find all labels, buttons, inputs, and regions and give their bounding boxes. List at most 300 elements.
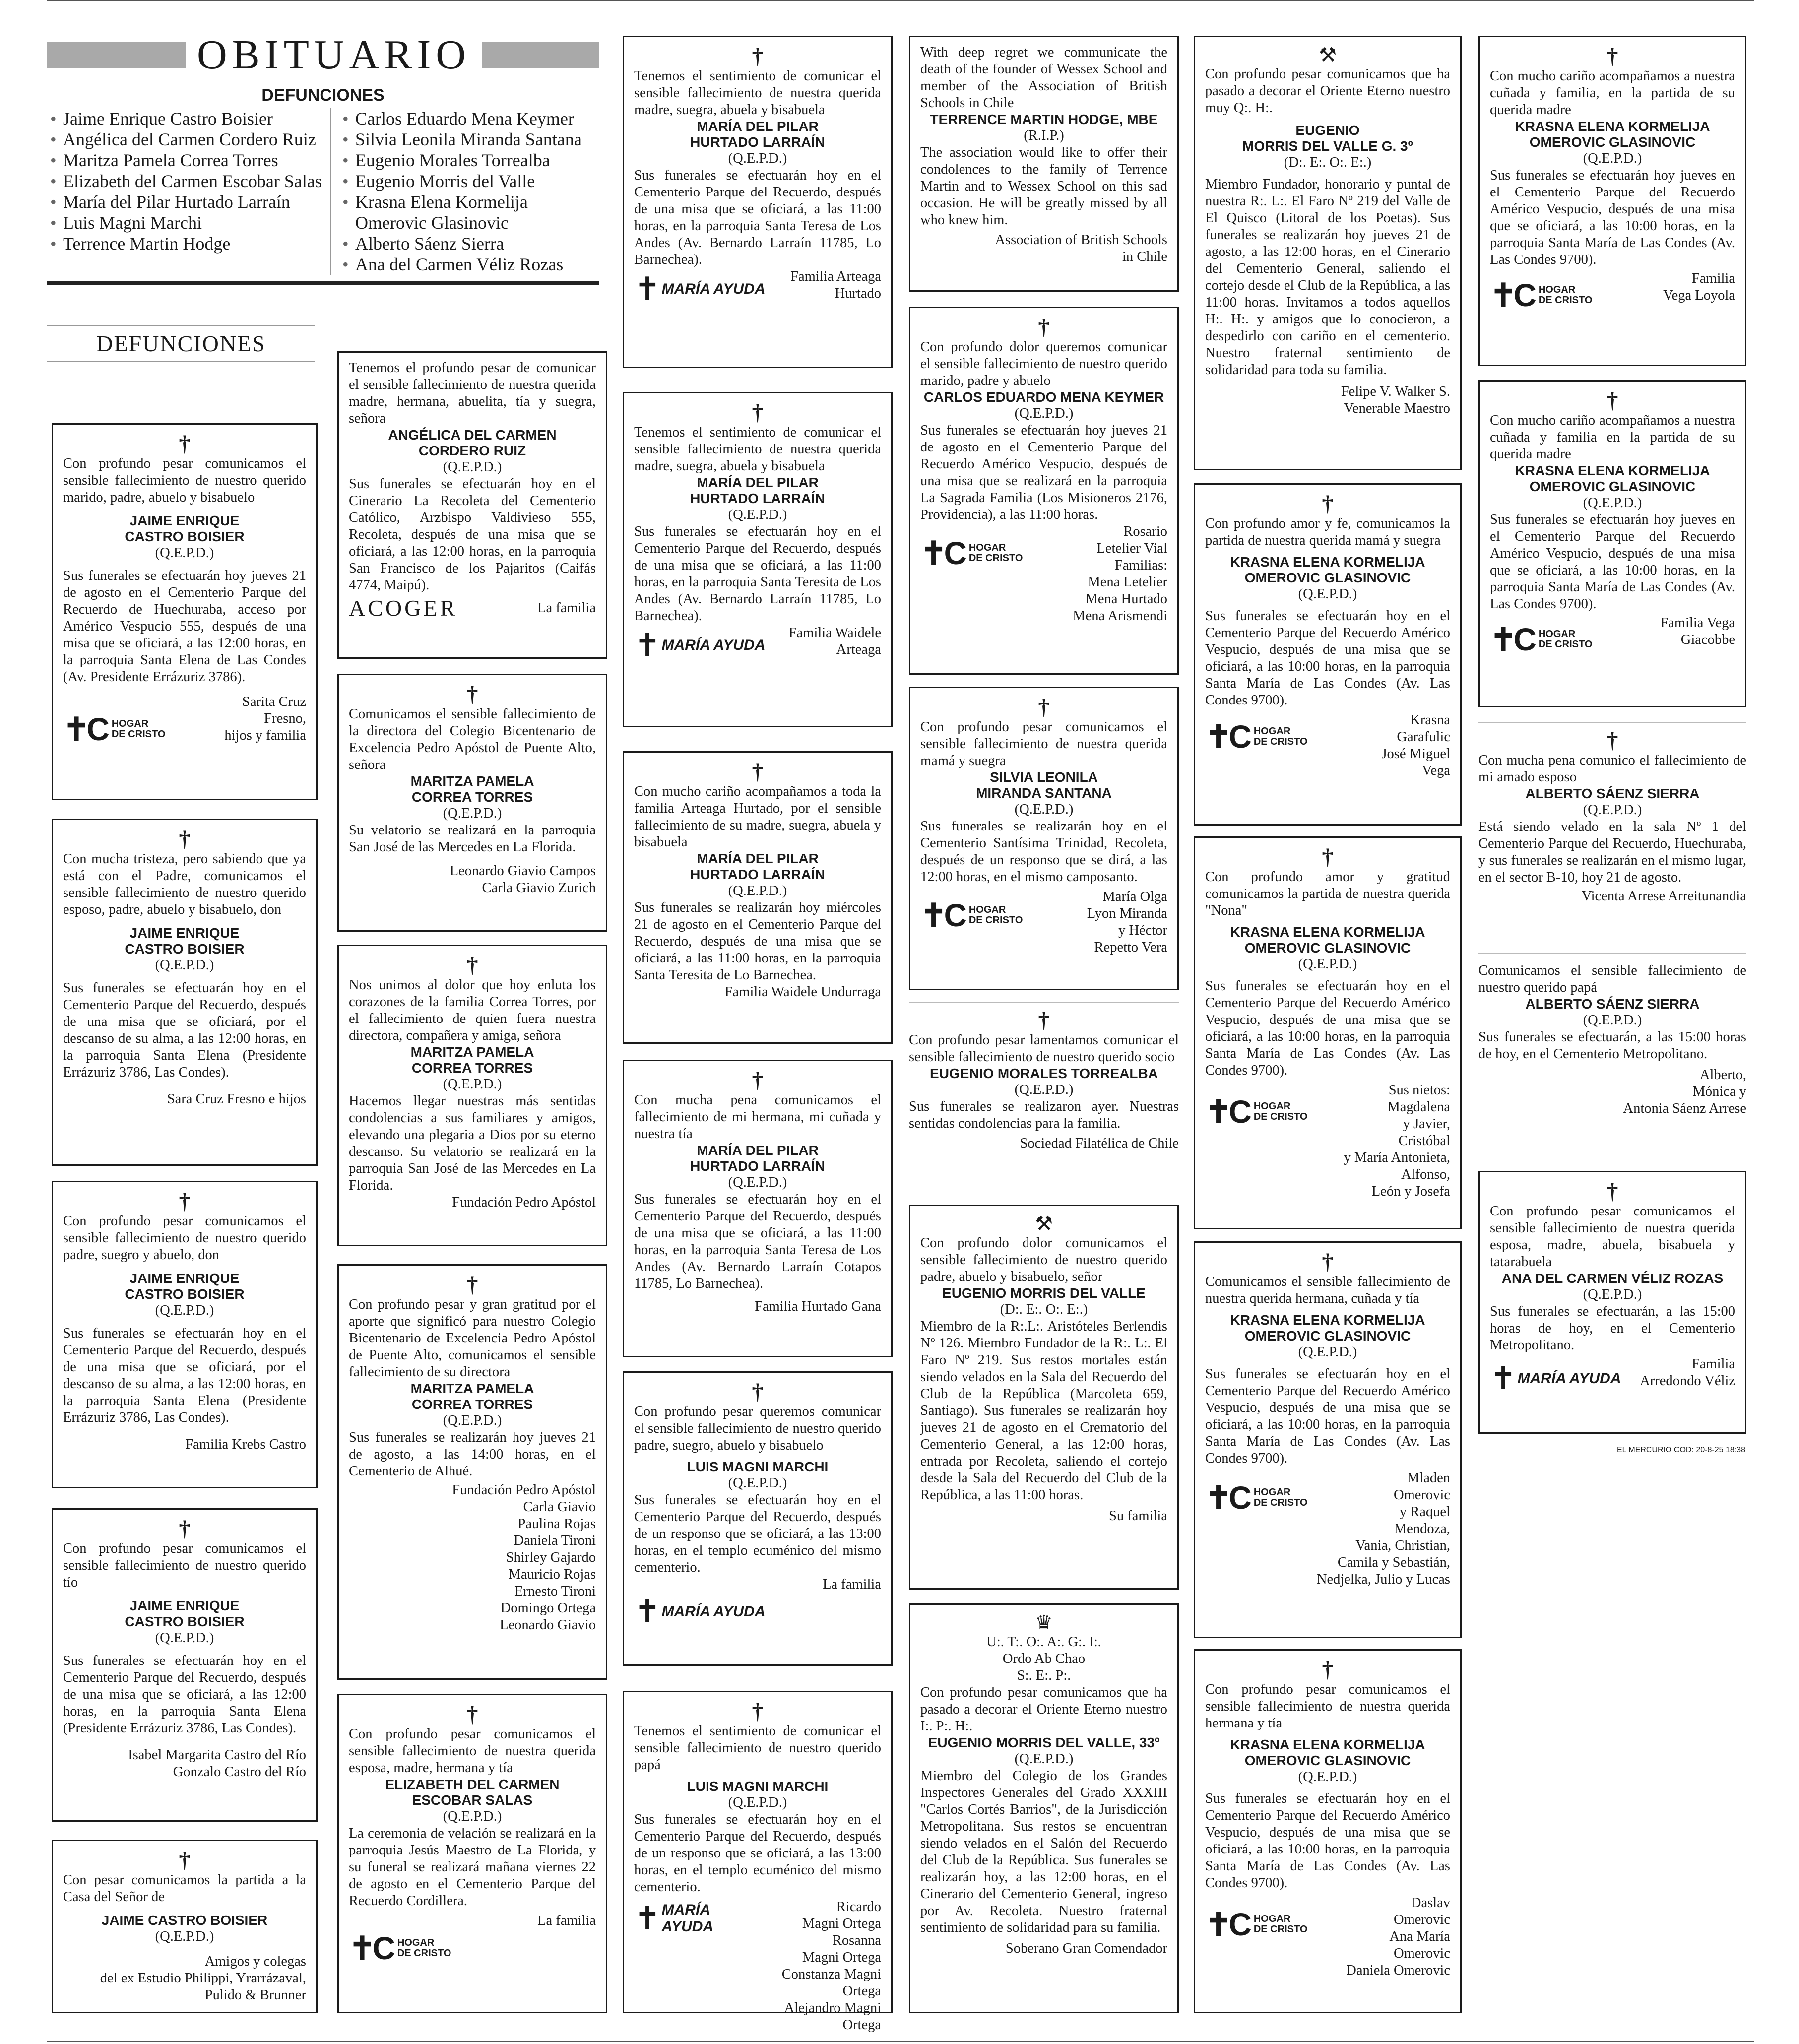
signature: Sara Cruz Fresno e hijos [167,1091,306,1107]
obituary-notice [337,351,607,659]
logo-text: DE CRISTO [1538,295,1593,306]
signature: Familia Waidele Undurraga [724,984,881,1000]
logo-text: HOGAR [1253,1487,1291,1498]
deceased-name: KRASNA ELENA KORMELIJA [1515,463,1710,478]
index-item: • Maritza Pamela Correa Torres [47,150,322,171]
notice-intro: Con profundo amor y gratitud comunicamos la partida de nuestra querida "Nona" [1205,869,1450,918]
deceased-name: CORDERO RUIZ [418,443,526,458]
notice-intro: Tenemos el profundo pesar de comunicar el sensible fallecimiento de nuestra querida madre, hermana, abuelita, tía y suegra, señora [349,360,596,426]
deceased-name: MIRANDA SANTANA [976,785,1112,801]
signature-line: Mónica y [1692,1084,1746,1099]
cross-icon: † [1322,844,1334,869]
logo-text: DE CRISTO [111,729,166,740]
signature-line: Vega [1422,763,1450,778]
signature-line: Pulido & Brunner [204,1987,306,2003]
notice-body: Miembro de la R:.L:. Aristóteles Berlendis Nº 126. Miembro Fundador de la R:. L:. El Faro Nº 219. Sus restos mortales están siendo velados en la Sala del Recuerdo del Club de la República (Marcoleta 659, Santiago). Sus funerales se realizarán hoy jueves 21 de agosto en el Crematorio del Cementerio General, a las 12:00 horas, entrada por Recoleta, saliendo el cortejo desde la Sala del Recuerdo del Club de la República, a las 11:00 horas. [920,1319,1167,1503]
hogar-de-cristo-logo [920,535,1023,571]
order-line: S:. E:. P:. [1017,1668,1071,1683]
deceased-name: OMEROVIC GLASINOVIC [1529,134,1696,150]
signature-line: Hurtado [835,286,881,301]
notice-intro: Con mucha pena comunicamos el fallecimiento de mi hermana, mi cuñada y nuestra tía [634,1092,881,1142]
logo-text: MARÍA AYUDA [661,637,766,653]
signature-line: Association of British Schools [995,232,1167,248]
names-index [47,108,599,275]
notice-body: Sus funerales se efectuarán hoy en el Cementerio Parque del Recuerdo, después de una misa que se oficiará, a las 11:00 horas, en la parroquia Santa Teresa de Los Andes (Av. Bernardo Larraín Cotapos 11785, Lo Barnechea). [634,1192,881,1291]
logo-text: DE CRISTO [1253,1497,1308,1508]
notice-body: Sus funerales se efectuarán hoy en el Cementerio Parque del Recuerdo Américo Vespucio, después de una misa que se oficiará, a las 10:00 horas, en la parroquia Santa María de Las Condes (Av. Las Condes 9700). [1205,1366,1450,1466]
cross-icon: † [1322,491,1334,516]
qepd: (D:. E:. O:. E:.) [1000,1302,1088,1317]
logo-text: DE CRISTO [968,553,1023,564]
signature-line: Familia Waidele [788,625,881,640]
notice-intro: Con profundo pesar comunicamos el sensible fallecimiento de nuestra querida hermana y tía [1205,1682,1450,1731]
logo-text: HOGAR [1538,629,1576,639]
logo-text: HOGAR [397,1937,435,1948]
page-title: OBITUARIO [197,32,471,78]
signature-line: hijos y familia [224,728,306,743]
index-item: • Terrence Martin Hodge [47,233,322,254]
notice-body: The association would like to offer their condolences to the family of Terrence Martin and to Wessex School on this sad occasion. He will be greatly missed by all who knew him. [920,145,1167,228]
deceased-name: OMEROVIC GLASINOVIC [1529,479,1696,494]
notice-body: Está siendo velado en la sala Nº 1 del Cementerio Parque del Recuerdo, Huechuraba, y sus funerales se realizarán en el mismo lugar, en el sector B-10, hoy 21 de agosto. [1478,819,1746,885]
maria-ayuda-logo [634,1902,753,1935]
signature [1073,523,1167,625]
hogar-de-cristo-icon: ✝C [1205,1094,1249,1130]
logo-text: MARÍA AYUDA [661,1603,766,1620]
signature-line: Gonzalo Castro del Río [173,1764,306,1780]
notice-body: Sus funerales se efectuarán hoy jueves en el Cementerio Parque del Recuerdo Américo Vespucio, después de una misa que se oficiará, a las 10:00 horas, en la parroquia Santa María de Las Condes (Av. Las Condes 9700). [1490,168,1735,267]
signature: La familia [823,1577,881,1592]
index-item: • Angélica del Carmen Cordero Ruiz [47,129,322,150]
maria-ayuda-logo [634,1596,881,1628]
signature [920,232,1167,265]
signature-line: Familia [1691,271,1735,286]
deceased-name: MARÍA DEL PILAR [697,119,819,134]
notice-intro: Con mucho cariño acompañamos a toda la familia Arteaga Hurtado, por el sensible fallecimiento de su madre, suegra, abuela y bisabuela [634,784,881,850]
signature-line: Leonardo Giavio Campos [450,863,596,879]
signature-line: Paulina Rojas [517,1516,596,1532]
signature-line: Venerable Maestro [1344,401,1450,416]
deceased-name: EUGENIO MORRIS DEL VALLE [942,1285,1146,1301]
footer-code: EL MERCURIO COD: 20-8-25 18:38 [1616,1446,1745,1454]
notice-body: Hacemos llegar nuestras más sentidas condolencias a sus familiares y amigos, elevando una plegaria a Dios por su eterno descanso. Su velatorio se realizará en la parroquia San José de las Mercedes en La Florida. [349,1093,596,1193]
signature-line: y Héctor [1118,923,1167,938]
qepd: (Q.E.P.D.) [728,1175,787,1190]
notice-intro: Con profundo pesar comunicamos el sensible fallecimiento de nuestro querido padre, suegro y abuelo, don [63,1214,306,1263]
notice-intro: Con profundo pesar comunicamos el sensible fallecimiento de nuestra querida esposa, madre, abuela, bisabuela y tatarabuela [1490,1204,1735,1270]
cross-icon: † [466,952,478,977]
obituary-notice [909,36,1179,292]
deceased-name: CORREA TORRES [411,1060,533,1076]
qepd: (Q.E.P.D.) [155,958,214,973]
cross-icon: † [1606,43,1618,68]
notice-intro: Comunicamos el sensible fallecimiento de nuestro querido papá [1478,963,1746,995]
cross-icon: † [1038,694,1050,719]
cross-icon: † [752,1067,764,1092]
signature [349,1482,596,1634]
maria-ayuda-logo [634,630,766,661]
cross-icon: † [752,759,764,784]
signature [1087,889,1167,956]
deceased-name: SILVIA LEONILA [990,769,1098,785]
signature: Familia Hurtado Gana [755,1299,881,1314]
deceased-name: MARITZA PAMELA [410,1381,534,1396]
signature-line: Omerovic [1394,1487,1450,1503]
signature: Sociedad Filatélica de Chile [1020,1136,1179,1151]
deceased-name: HURTADO LARRAÍN [690,134,825,150]
deceased-name: EUGENIO MORRIS DEL VALLE, 33º [928,1735,1160,1750]
qepd: (Q.E.P.D.) [1583,495,1642,511]
notice-body: Sus funerales se realizarán hoy miércoles 21 de agosto en el Cementerio Parque del Recuerdo, después de una misa que se oficiará, a las 11:00 horas, en la parroquia Santa Teresita de Lo Barnechea. [634,900,881,983]
signature [349,863,596,896]
order-heading [920,1634,1167,1684]
signature-line: Alberto, [1699,1067,1746,1083]
signature [789,625,881,658]
signature [1478,1067,1746,1117]
deceased-name: KRASNA ELENA KORMELIJA [1515,119,1710,134]
hogar-de-cristo-icon: ✝C [349,1930,392,1966]
cross-icon: † [179,1188,191,1214]
notice-body: Sus funerales se efectuarán hoy en el Cementerio Parque del Recuerdo, después de una misa que se oficiará, a las 11:00 horas, en la parroquia Santa Teresa de Los Andes (Av. Bernardo Larraín 11785, Lo Barnechea). [634,168,881,267]
deceased-name: EUGENIO MORALES TORREALBA [930,1066,1158,1081]
obituary-notice [52,1840,318,2013]
signature-line: Mendoza, [1394,1521,1450,1536]
deceased-name: LUIS MAGNI MARCHI [687,1459,829,1474]
deceased-name: OMEROVIC GLASINOVIC [1244,1753,1411,1768]
cross-icon: † [466,1272,478,1297]
deceased-name: HURTADO LARRAÍN [690,491,825,506]
notice-body: Sus funerales se efectuarán hoy en el Cementerio Parque del Recuerdo Américo Vespucio, después de una misa que se oficiará, a las 10:00 horas, en la parroquia Santa María de Las Condes (Av. Las Condes 9700). [1205,608,1450,708]
signature [1344,1082,1451,1200]
deceased-name: CORREA TORRES [411,789,533,805]
signature-line: Daslav [1411,1895,1450,1911]
logo-text: HOGAR [1253,1914,1291,1924]
hogar-de-cristo-icon: ✝C [63,711,107,747]
index-divider [330,108,331,275]
signature-line: José Miguel [1381,746,1450,762]
logo-text: HOGAR [111,718,149,729]
signature-line: Rosanna [832,1933,881,1948]
deceased-name: OMEROVIC GLASINOVIC [1244,570,1411,585]
signature-line: Vania, Christian, [1355,1538,1450,1553]
signature [790,268,881,302]
signature: Su familia [1109,1508,1167,1524]
maria-ayuda-icon: ✝ [634,1901,661,1936]
masthead-bar-left [47,42,186,68]
deceased-name: CORREA TORRES [411,1397,533,1412]
qepd: (Q.E.P.D.) [1583,151,1642,166]
obituary-notice [1478,1171,1746,1434]
obituary-notice [623,1060,893,1357]
obituary-notice [52,819,318,1166]
deceased-name: JAIME ENRIQUE [129,925,240,941]
cross-icon: † [1606,1178,1618,1204]
signature-line: Leonardo Giavio [500,1617,596,1633]
qepd: (Q.E.P.D.) [155,1929,214,1944]
obituary-notice [623,1371,893,1666]
qepd: (Q.E.P.D.) [1298,1769,1357,1785]
maria-ayuda-icon: ✝ [634,628,661,663]
index-item: • Eugenio Morales Torrealba [339,150,599,171]
index-item: • Luis Magni Marchi [47,212,322,233]
deceased-name: ALBERTO SÁENZ SIERRA [1525,786,1700,801]
notice-intro: Con profundo pesar comunicamos el sensible fallecimiento de nuestra querida mamá y suegra [920,719,1167,768]
deceased-name: JAIME ENRIQUE [129,513,240,528]
deceased-name: KRASNA ELENA KORMELIJA [1230,554,1425,570]
deceased-name: KRASNA ELENA KORMELIJA [1230,1737,1425,1752]
notice-body: Sus funerales se efectuarán hoy jueves 21 de agosto en el Cementerio Parque del Recuerdo Américo Vespucio, después de una misa que se realizará en la parroquia La Sagrada Familia (Los Misioneros 2176, Providencia), a las 11:00 horas. [920,423,1167,522]
signature [1660,615,1735,648]
notice-body: Su velatorio se realizará en la parroquia San José de las Mercedes en La Florida. [349,823,596,855]
deceased-name: MARITZA PAMELA [410,773,534,789]
notice-intro: Con profundo pesar comunicamos el sensible fallecimiento de nuestro querido tío [63,1541,306,1590]
signature-line: in Chile [1122,249,1167,264]
signature: La familia [537,1913,596,1928]
index-left [47,108,322,275]
cross-icon: † [1606,387,1618,413]
notice-body: Sus funerales se efectuarán hoy en el Cementerio Parque del Recuerdo Américo Vespucio, después de una misa que se oficiará, a las 10:00 horas, en la parroquia Santa María de Las Condes (Av. Las Condes 9700). [1205,978,1450,1078]
hogar-de-cristo-icon: ✝C [1205,719,1249,755]
hogar-de-cristo-logo [1205,1907,1308,1942]
cross-icon: † [466,681,478,706]
obituary-notice [52,423,318,800]
signature-line: Magni Ortega [802,1950,881,1965]
deceased-name: EUGENIO [1295,123,1360,138]
deceased-name: MARÍA DEL PILAR [697,851,819,866]
qepd: (Q.E.P.D.) [155,1630,214,1646]
notice-intro: Con profundo dolor queremos comunicar el sensible fallecimiento de nuestro querido marido, padre y abuelo [920,339,1167,388]
notice-body: La ceremonia de velación se realizará en la parroquia Jesús Maestro de La Florida, y su funeral se realizará mañana viernes 22 de agosto en el Cementerio Parque del Recuerdo Cordillera. [349,1826,596,1909]
signature-line: Camila y Sebastián, [1337,1555,1450,1570]
index-item: • Silvia Leonila Miranda Santana [339,129,599,150]
bottom-rule [47,2041,1754,2042]
obituary-notice [1194,36,1462,470]
notice-intro: Con mucha pena comunico el fallecimiento de mi amado esposo [1478,753,1746,785]
qepd: (D:. E:. O:. E:.) [1284,155,1372,170]
deceased-name: JAIME ENRIQUE [129,1598,240,1613]
qepd: (Q.E.P.D.) [1014,1082,1074,1097]
masonic-compass-icon: ⚒ [1319,44,1337,66]
signature: Fundación Pedro Apóstol [452,1195,596,1210]
notice-body: Sus funerales se realizarán hoy en el Cementerio Santísima Trinidad, Recoleta, después de un responso que se dirá, a las 12:00 horas, en el mismo camposanto. [920,819,1167,885]
deceased-name: LUIS MAGNI MARCHI [687,1779,829,1794]
signature [63,1747,306,1781]
index-item: • Ana del Carmen Véliz Rozas [339,254,599,275]
deceased-name: HURTADO LARRAÍN [690,867,825,882]
signature-line: María Olga [1102,889,1167,904]
hogar-de-cristo-icon: ✝C [920,535,964,571]
notice-intro: Con mucha tristeza, pero sabiendo que ya está con el Padre, comunicamos el sensible fallecimiento de nuestro querido esposo, padre, abuelo y bisabuelo, don [63,851,306,917]
deceased-name: ESCOBAR SALAS [412,1792,533,1808]
signature-line: Ernesto Tironi [514,1584,596,1599]
maria-ayuda-icon: ✝ [634,1594,661,1629]
obituary-notice [1194,1649,1462,2013]
cross-icon: † [466,1701,478,1726]
obituary-notice [337,674,607,932]
qepd: (Q.E.P.D.) [155,1303,214,1318]
signature [1640,1356,1735,1390]
notice-intro: With deep regret we communicate the death of the founder of Wessex School and member of the Association of British Schools in Chile [920,45,1167,111]
notice-intro: Comunicamos el sensible fallecimiento de nuestra querida hermana, cuñada y tía [1205,1274,1450,1306]
deceased-name: CASTRO BOISIER [125,1614,245,1629]
signature [63,1953,306,2004]
obituary-notice [909,1205,1179,1590]
signature-line: Cristóbal [1398,1133,1450,1149]
index-item: • Elizabeth del Carmen Escobar Salas [47,171,322,192]
deceased-name: CASTRO BOISIER [125,1286,245,1302]
notice-intro: Con mucho cariño acompañamos a nuestra cuñada y familia, en la partida de su querida madre [1490,68,1735,118]
notice-intro: Con profundo pesar lamentamos comunicar el sensible fallecimiento de nuestro querido socio [909,1032,1179,1065]
obituary-notice [1478,953,1746,1161]
cross-icon: † [752,43,764,68]
signature [1205,383,1450,417]
notice-body: Sus funerales se efectuarán hoy en el Cementerio Parque del Recuerdo, después de una misa que se oficiará, a las 11:00 horas, en la parroquia Santa Teresita de Los Andes (Av. Bernardo Larraín 11785, Lo Barnechea). [634,524,881,624]
signature-line: Amigos y colegas [204,1954,306,1969]
obituary-notice [1194,1241,1462,1638]
signature-line: Mena Arismendi [1073,608,1167,624]
signature [1346,1895,1450,1979]
notice-intro: Con profundo pesar comunicamos el sensible fallecimiento de nuestra querida esposa, madre, hermana y tía [349,1726,596,1776]
cross-icon: † [1038,314,1050,339]
order-line: Ordo Ab Chao [1002,1651,1086,1666]
signature-line: Omerovic [1394,1946,1450,1961]
deceased-name: TERRENCE MARTIN HODGE, MBE [930,112,1158,127]
cross-icon: † [1322,1249,1334,1274]
obituary-notice [909,687,1179,990]
masthead-bar-right [482,42,599,68]
section-heading: DEFUNCIONES [47,325,315,362]
acoger-logo: ACOGER [349,595,458,621]
notice-body: Miembro del Colegio de los Grandes Inspectores Generales del Grado XXXIII "Carlos Cortés Barrios", de la Jurisdicción Metropolitana. Sus restos se encuentran siendo velados en el Salón del Recuerdo del Club de la República. Sus funerales se realizarán hoy, a las 12:00 horas, en el Cinerario del Cementerio General, ingreso por Av. Recoleta. Nuestro fraternal sentimiento de solidaridad para su familia. [920,1768,1167,1935]
notice-intro: Con profundo pesar queremos comunicar el sensible fallecimiento de nuestro querido padre, suegro, abuelo y bisabuelo [634,1404,881,1453]
qepd: (Q.E.P.D.) [728,507,787,522]
signature-line: Alfonso, [1401,1167,1450,1182]
index-item: • Jaime Enrique Castro Boisier [47,108,322,129]
qepd: (Q.E.P.D.) [1583,1013,1642,1028]
obituary-notice [623,392,893,727]
signature-line: Garafulic [1397,729,1450,745]
signature-line: Sus nietos: [1388,1083,1450,1098]
signature-line: Familia [1691,1356,1735,1372]
signature [1663,270,1735,304]
logo-text: MARÍA AYUDA [661,1902,714,1935]
signature-line: del ex Estudio Philippi, Yrarrázaval, [100,1971,306,1986]
obituary-notice [623,751,893,1044]
deceased-name: CASTRO BOISIER [125,529,245,544]
notice-intro: Con profundo dolor comunicamos el sensible fallecimiento de nuestro querido padre, abuelo y bisabuelo, señor [920,1235,1167,1284]
notice-intro: Tenemos el sentimiento de comunicar el sensible fallecimiento de nuestro querido papá [634,1724,881,1773]
notice-intro: Tenemos el sentimiento de comunicar el sensible fallecimiento de nuestra querida madre, suegra, abuela y bisabuela [634,425,881,474]
deceased-name: JAIME ENRIQUE [129,1271,240,1286]
cross-icon: † [1038,1007,1050,1032]
signature [1317,1470,1450,1588]
notice-body: Sus funerales se efectuarán, a las 15:00 horas de hoy, en el Cementerio Metropolitano. [1478,1029,1746,1062]
deceased-name: OMEROVIC GLASINOVIC [1244,1328,1411,1343]
cross-icon: † [179,826,191,851]
obituary-notice [909,1603,1179,2013]
masthead [47,0,599,362]
signature [1381,712,1450,779]
hogar-de-cristo-icon: ✝C [1490,622,1534,657]
qepd: (Q.E.P.D.) [1298,957,1357,972]
notice-intro: Con profundo pesar y gran gratitud por el aporte que significó para nuestro Colegio Bicentenario de Excelencia Pedro Apóstol de Puente Alto, comunicamos el sensible fallecimiento de su directora [349,1297,596,1380]
notice-intro: Tenemos el sentimiento de comunicar el sensible fallecimiento de nuestra querida madre, suegra, abuela y bisabuela [634,68,881,118]
signature-line: Ana María [1389,1929,1450,1944]
logo-text: DE CRISTO [397,1948,451,1959]
signature-line: Letelier Vial [1096,541,1167,556]
signature-line: Alejandro Magni Ortega [784,2000,881,2033]
deceased-name: HURTADO LARRAÍN [690,1158,825,1174]
index-item: • Alberto Sáenz Sierra [339,233,599,254]
signature-line: Familia Arteaga [790,269,881,284]
obituary-notice [337,1694,607,2013]
masthead-bar [47,31,599,79]
deceased-name: ALBERTO SÁENZ SIERRA [1525,996,1700,1012]
logo-text: DE CRISTO [968,915,1023,926]
signature-line: Lyon Miranda [1087,906,1167,921]
qepd: (Q.E.P.D.) [443,1809,502,1824]
signature-line: Fundación Pedro Apóstol [452,1482,596,1498]
signature-line: Mladen [1407,1470,1450,1486]
signature: Soberano Gran Comendador [1005,1941,1167,1956]
eagle-emblem-icon: ♛ [1035,1611,1053,1634]
signature-line: Felipe V. Walker S. [1341,384,1450,399]
notice-body: Sus funerales se efectuarán, a las 15:00 horas de hoy, en el Cementerio Metropolitano. [1490,1304,1735,1353]
index-item: • María del Pilar Hurtado Larraín [47,192,322,212]
deceased-name: KRASNA ELENA KORMELIJA [1230,1312,1425,1328]
qepd: (Q.E.P.D.) [728,883,787,898]
deceased-name: MORRIS DEL VALLE G. 3º [1242,138,1413,154]
signature-line: Carla Giavio Zurich [482,880,596,895]
logo-text: HOGAR [968,904,1006,915]
signature-line: Ricardo [836,1899,881,1915]
obituary-notice [1478,380,1746,707]
cross-icon: † [179,1516,191,1541]
notice-intro: Con profundo pesar comunicamos el sensible fallecimiento de nuestro querido marido, padre, abuelo y bisabuelo [63,456,306,505]
signature-line: Antonia Sáenz Arrese [1623,1101,1746,1116]
signature-line: Mena Letelier [1088,575,1167,590]
maria-ayuda-logo [1490,1363,1621,1395]
signature-line: Arredondo Véliz [1640,1373,1735,1389]
qepd: (Q.E.P.D.) [443,806,502,821]
hogar-de-cristo-logo [1205,719,1308,755]
logo-text: DE CRISTO [1538,639,1593,650]
notice-intro: Con profundo pesar comunicamos que ha pasado a decorar el Oriente Eterno nuestro muy Q:. H:. [1205,66,1450,116]
signature-line: Sarita Cruz [242,694,306,709]
signature-line: Magni Ortega [802,1916,881,1931]
signature [224,694,306,744]
qepd: (Q.E.P.D.) [443,459,502,475]
signature-line: Constanza Magni Ortega [781,1967,881,1999]
qepd: (Q.E.P.D.) [728,151,787,166]
qepd: (Q.E.P.D.) [155,545,214,561]
signature: Vicenta Arrese Arreitunandia [1581,889,1746,904]
signature-line: León y Josefa [1371,1184,1450,1199]
hogar-de-cristo-icon: ✝C [1205,1907,1249,1942]
notice-body: Sus funerales se realizarán hoy jueves 21 de agosto, a las 14:00 horas, en el Cementerio de Alhué. [349,1430,596,1479]
obituary-notice [337,1264,607,1680]
index-item: • Carlos Eduardo Mena Keymer [339,108,599,129]
signature-line: Familia Vega [1660,615,1735,631]
signature-line: y Javier, [1403,1116,1450,1132]
notice-intro: Nos unimos al dolor que hoy enluta los corazones de la familia Correa Torres, por el fallecimiento de quien fuera nuestra directora, compañera y amiga, señora [349,977,596,1043]
qepd: (Q.E.P.D.) [443,1077,502,1092]
cross-icon: † [179,431,191,456]
notice-body: Sus funerales se realizaron ayer. Nuestras sentidas condolencias para la familia. [909,1099,1179,1131]
cross-icon: † [1322,1657,1334,1682]
obituary-notice [909,307,1179,675]
logo-text: HOGAR [968,542,1006,553]
